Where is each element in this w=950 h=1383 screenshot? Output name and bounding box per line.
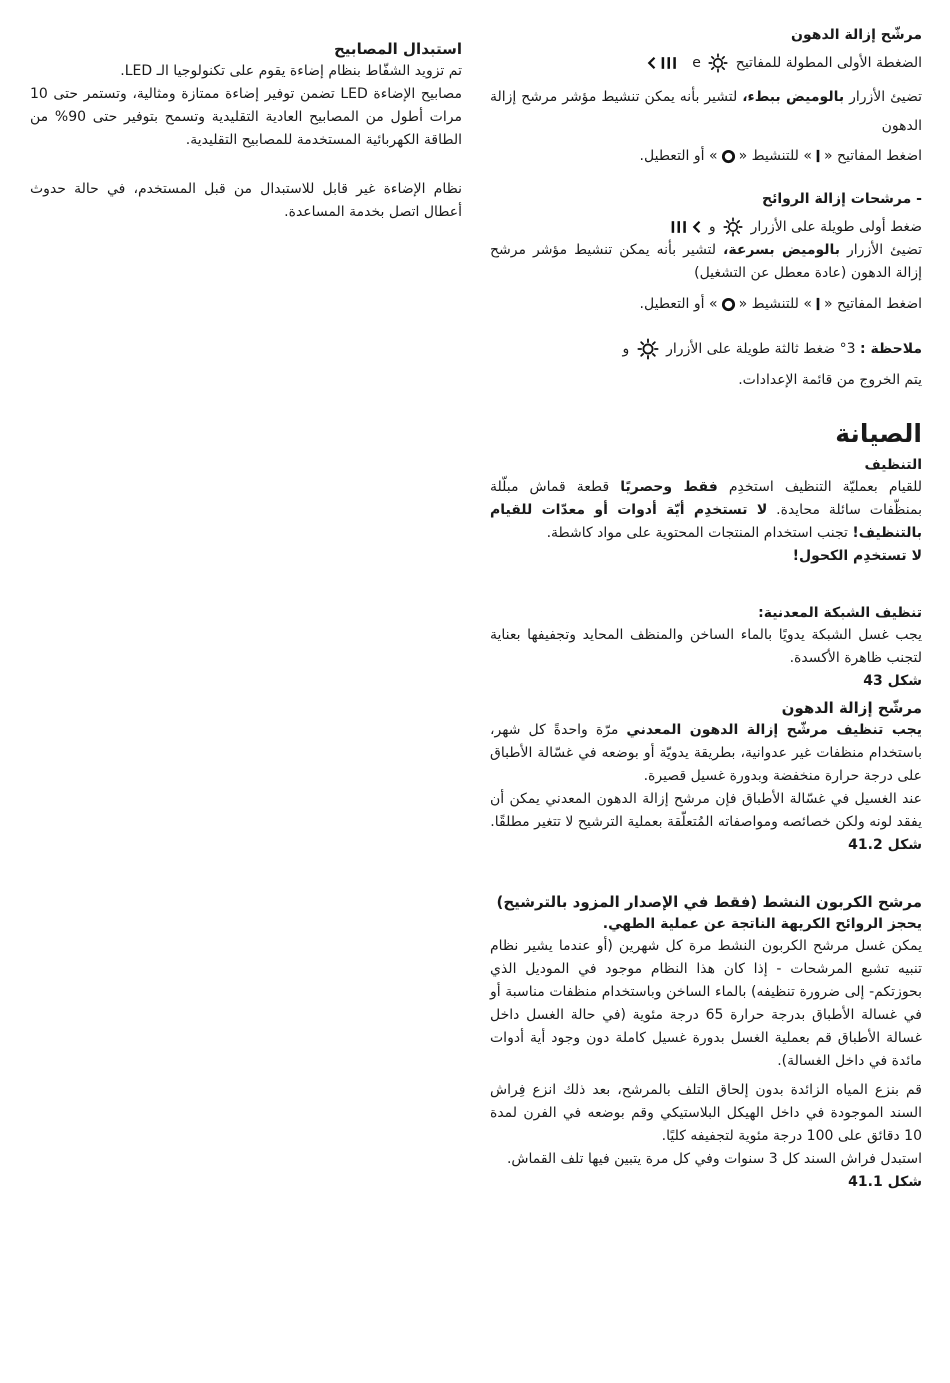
- lamp-not-replaceable-note: نظام الإضاءة غير قابل للاستبدال من قبل المستخدم، في حالة حدوث أعطال اتصل بخدمة المساعدة.: [30, 181, 462, 220]
- note-line: ملاحظة : 3° ضغط ثالثة طويلة على الأزرار و: [490, 338, 922, 361]
- chevron-left-icon: [647, 56, 656, 70]
- power-on-icon: [815, 297, 821, 311]
- carbon-filter-replace-paragraph: استبدل فراش السند كل 3 سنوات وفي كل مرة يتبين فيها تلف القماش.: [506, 1151, 922, 1167]
- figure-reference: شكل 41.2: [848, 837, 922, 853]
- power-off-icon: [721, 297, 736, 312]
- figure-reference: شكل 43: [863, 673, 922, 689]
- figure-reference: شكل 41.1: [848, 1174, 922, 1190]
- cleaning-paragraph: للقيام بعمليّة التنظيف استخدِم فقط وحصريًا قطعة قماش مبلّلة بمنظّفات سائلة محايدة. لا تستخدِم أيّة أدوات أو معدّات للقيام بالتنظيف! تجنب استخدام المنتجات المحتوية على مواد كاشطة. لا تستخدِم الكحول!: [490, 479, 922, 564]
- fan-speed-bars-icon: [670, 220, 690, 234]
- instruction-line: [490, 52, 922, 75]
- grease-filter-dishwasher-note: عند الغسيل في غسّالة الأطباق فإن مرشح إزالة الدهون المعدني يمكن أن يفقد لونه ولكن خصائصه ومواصفاته المُتعلّقة بعملية الترشيح لا تتغير مطلقًا.: [490, 791, 922, 830]
- right-column: [490, 24, 922, 1194]
- blink-slow-paragraph: تضيئ الأزرار بالوميض ببطء، لتشير بأنه يمكن تنشيط مؤشر مرشح إزالة الدهون: [490, 89, 923, 134]
- instruction-text: الضغطة الأولى المطولة للمفاتيح: [735, 55, 922, 71]
- carbon-filter-wash-paragraph: يمكن غسل مرشح الكربون النشط مرة كل شهرين (أو عندما يشير نظام تنبيه تشبع المرشحات - إذا كان هذا النظام موجود في الموديل الذي بحوزتكم- إلى ضرورة تنظيفه) بالماء الساخن وباستخدام منظفات مناسبة أو في غسالة الأطباق بدرجة حرارة 65 درجة مئوية (في حالة الغسل داخل غسالة الأطباق قم بعملية الغسل بدورة غسيل كاملة دون وجود أية أدوات مائدة في داخل الغسالة).: [490, 938, 922, 1069]
- conjunction-text: e: [692, 55, 701, 71]
- blink-fast-paragraph: تضيئ الأزرار بالوميض بسرعة، لتشير بأنه يمكن تنشيط مؤشر مرشح إزالة الدهون (عادة معطل عن التشغيل): [490, 242, 922, 281]
- instruction-line: ضغط أولى طويلة على الأزرار و: [490, 216, 922, 239]
- odour-filters-heading: - مرشحات إزالة الروائح: [761, 191, 922, 207]
- lamp-led-benefits: مصابيح الإضاءة LED تضمن توفير إضاءة ممتازة ومثالية، وتستمر حتى 10 مرات أطول من المصابيح العادية التقليدية وتسمح بتوفير حتى 90% من الطاقة الكهربائية المستخدمة للمصابيح التقليدية.: [30, 86, 462, 148]
- grease-filter-heading: مرشّح إزالة الدهون: [791, 27, 922, 43]
- left-column: [30, 38, 462, 224]
- grease-filter-paragraph: يجب تنظيف مرشّح إزالة الدهون المعدني مرّة واحدةً كل شهر، باستخدام منظفات غير عدوانية، بطريقة يدويّة أو بوضعه في غسّالة الأطباق على درجة حرارة منخفضة وبدورة غسيل قصيرة.: [490, 722, 922, 784]
- note-exit-text: يتم الخروج من قائمة الإعدادات.: [738, 372, 922, 388]
- sun-icon: [723, 217, 743, 237]
- metal-mesh-heading: تنظيف الشبكة المعدنية:: [758, 605, 922, 621]
- toggle-instruction: اضغط المفاتيح «» للتنشيط «» أو التعطيل.: [639, 296, 922, 312]
- power-on-icon: [815, 149, 821, 163]
- chevron-left-icon: [692, 220, 701, 234]
- grease-filter-maint-heading: مرشّح إزالة الدهون: [781, 699, 922, 717]
- sun-icon: [637, 338, 659, 360]
- cleaning-heading: التنظيف: [864, 457, 922, 473]
- carbon-filter-heading: مرشح الكربون النشط (فقط في الإصدار المزود بالترشيح): [496, 893, 922, 911]
- carbon-filter-subheading: يحجز الروائح الكريهة الناتجة عن عملية الطهي.: [602, 916, 922, 932]
- carbon-filter-dry-paragraph: قم بنزع المياه الزائدة بدون إلحاق التلف بالمرشح، بعد ذلك انزع فِراش السند الموجودة في داخل الهيكل البلاستيكي وقم بوضعه في الفرن لمدة 10 دقائق على 100 درجة مئوية لتجفيفه كليًا.: [490, 1082, 922, 1144]
- power-off-icon: [721, 149, 736, 164]
- sun-icon: [708, 53, 728, 73]
- toggle-instruction: اضغط المفاتيح «» للتنشيط «» أو التعطيل.: [639, 148, 922, 164]
- maintenance-title: الصيانة: [835, 419, 922, 448]
- metal-mesh-paragraph: يجب غسل الشبكة يدويًا بالماء الساخن والمنظف المحايد وتجفيفها بعناية لتجنب ظاهرة الأكسدة.: [490, 627, 922, 666]
- lamp-replacement-heading: استبدال المصابيح: [334, 40, 462, 58]
- lamp-led-intro: تم تزويد الشفّاط بنظام إضاءة يقوم على تكنولوجيا الـ LED.: [120, 63, 462, 79]
- fan-speed-bars-icon: [660, 56, 680, 70]
